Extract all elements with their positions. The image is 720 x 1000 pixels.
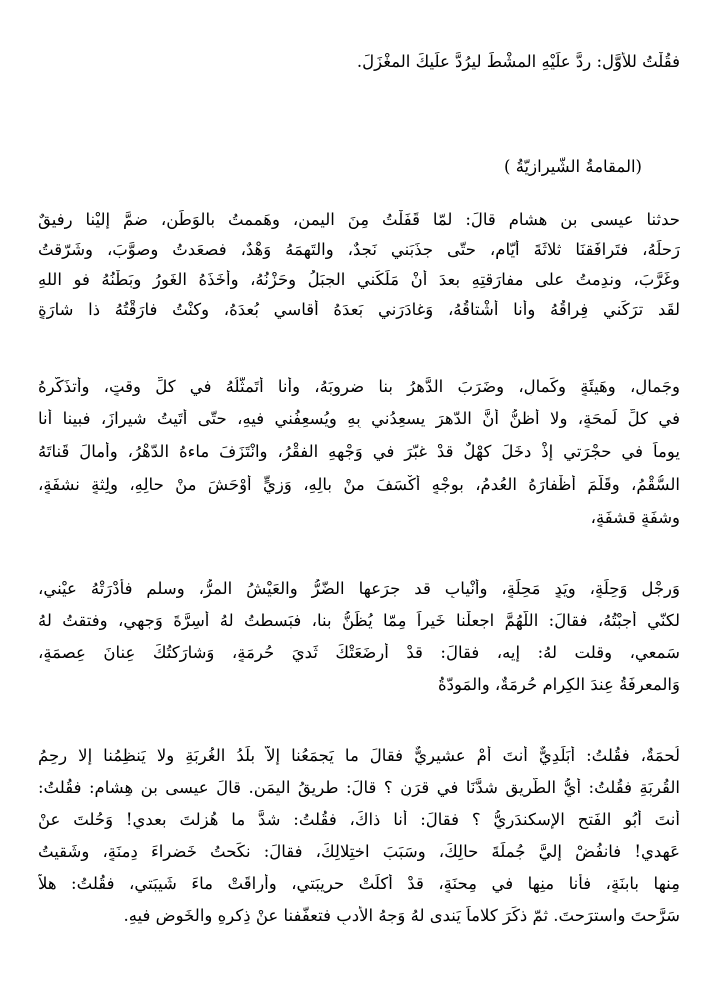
paragraph-line: لقَد ترَكَني فِراقُهُ وأنا أشْتاقُهُ، وَغادَرَني بَعدَهُ أقاسي بُعدَهُ، وكنْتُ فارَقْتُهُ ذا شارَةٍ [38, 300, 680, 319]
paragraph-line: وشفَةٍ قشفَةٍ، [590, 508, 680, 527]
intro-line: فقُلْتُ للأوَّلِ: ردَّ علَيْهِ المشْطَ ليرُدَّ علَيكَ المغْزَلَ. [356, 52, 680, 71]
paragraph-line: وَالمعرفَةُ عِندَ الكِرامِ حُرمَةٌ، والمَودّةُ [438, 675, 680, 694]
maqama-title: (المقامةُ الشّيرازيّةُ ) [504, 157, 642, 176]
paragraph-line: في كلِّ لَمحَةٍ، ولا أظنُّ أنَّ الدّهرَ يسعِدُني بِهِ ويُسعِفُني فيهِ، حتّى أتَيتُ شيرازَ، فبينا أنا [38, 409, 680, 428]
paragraph-line: أنتَ أبُو الفَتحِ الإسكندَريُّ ؟ فقالَ: أنا ذاكَ، فقُلتُ: شدَّ ما هُزِلتَ بعدي! وَحُلتَ عنْ [38, 810, 680, 829]
paragraph-line: لكنّي أجبْتُهُ، فقالَ: اللّهُمَّ اجعلْنا خَيراً مِمّا يُظَنُّ بنا، فبَسطتُ لهُ أسِرَّةَ وَجهي، وفتقتُ لهُ [38, 611, 680, 630]
paragraph-line: القُربَةِ فقُلتُ: أيُّ الطّريقِ شدَّنَا في قرَنٍ ؟ قالَ: طريقُ اليمَنِ. قالَ عيسى بن هِشامٍ: فقُلتُ: [38, 778, 680, 797]
paragraph-line: لُحمَةٌ، فقُلتُ: أبَلَدِيٌّ أنتَ أمْ عشيريٌّ فقالَ ما يَجمَعُنا إلاّ بلَدُ الغُربَةِ ولا يَنظِمُنا إلا رحِمُ [38, 746, 680, 765]
paragraph-line: سَرَّحتَ واسترَحتَ. ثمّ ذكَرَ كلاماً يَندى لهُ وَجهُ الأدبِ فتعفّفنا عنْ ذِكرِهِ والخَوضِ فيهِ. [123, 906, 680, 925]
paragraph-line: السُّقْمُ، وقَلَّمَ أظْفارَهُ العُدمُ، بوجْهٍ أكْسَفَ منْ بالِهِ، وَزِيٍّ أوْحَشَ منْ حالِهِ، ولِثةٍ نشفَةٍ، [38, 475, 680, 494]
paragraph-line: وغَرَّبَ، وندِمتُ على مفارَقتِهِ بعدَ أنْ مَلَكَني الجبَلُ وحَزْنُهُ، وأخَذَهُ الغَورُ وبَطْنُهُ فو اللهِ [38, 270, 680, 289]
paragraph-line: وَرِجْلٍ وَحِلَةٍ، ويَدٍ مَحِلَةٍ، وأنْيابٍ قد جرَعها الضّرُّ والعَيْشُ المرُّ، وسلم فأدْرَتْهُ عيْني، [38, 579, 680, 598]
paragraph-line: رَحلَهُ، فتَرافَقنَا ثلاثَةَ أيّامٍ، حتّى جذَبَني نَجدٌ، والتَهمَهُ وَهْدٌ، فصعَدتُ وصوَّبَ، وشَرّقتُ [38, 240, 680, 259]
paragraph-line: عَهدي! فانفُضْ إليَّ جُملَةَ حالِكَ، وسَبَبَ اختِلالِكَ، فقالَ: نكَحتُ خَضراءَ دِمنَةٍ، وشَقيتُ [38, 842, 680, 861]
paragraph-line: سَمعي، وقلت لهُ: إيه، فقالَ: قدْ أرضَعَتْكَ ثَديَ حُرمَةٍ، وَشارَكتُكَ عِنانَ عِصمَةٍ، [38, 643, 680, 662]
paragraph-line: وجَمالٍ، وهَيئَةٍ وكَمالٍ، وضَرَبَ الدَّهرُ بنا ضروبَهُ، وأنا أتَمثَّلُهُ في كلِّ وقتٍ، وأتذَكَّرهُ [38, 377, 680, 396]
paragraph-line: يوماً في حجْرَتي إذْ دخَلَ كهْلٌ قدْ غبّرَ في وَجْهِهِ الفقْرُ، وانْتَزَفَ ماءهُ الدّهْرُ، وأمالَ قَناتَهُ [38, 442, 680, 461]
paragraph-line: حدثنا عيسى بن هشامٍ قالَ: لمّا قَفَلْتُ مِنَ اليمنِ، وهَممتُ بالوَطَنِ، ضمَّ إليْنا رفيقٌ [38, 210, 680, 229]
paragraph-line: مِنها بابنَةٍ، فأنا منِها في مِحنَةٍ، قدْ أكلَتْ حريبَتي، وأراقَتْ ماءَ شَيبَتي، فقُلتُ: هلاّ [38, 874, 680, 893]
